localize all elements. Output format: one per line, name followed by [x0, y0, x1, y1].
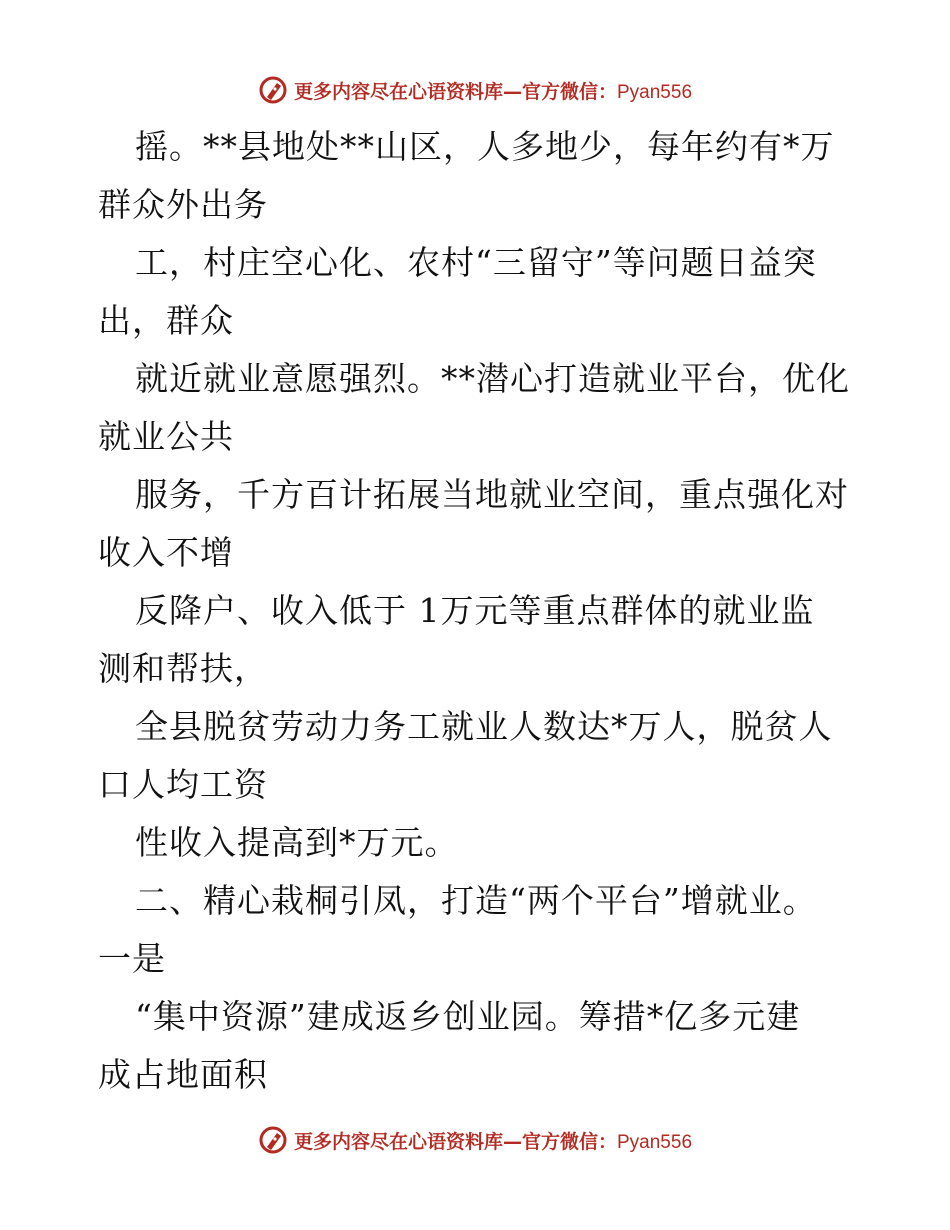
footer-banner: [0, 1120, 950, 1160]
body-line: 成占地面积: [98, 1055, 268, 1094]
header-banner-text: 更多内容尽在心语资料库—官方微信：Pyan556: [293, 80, 693, 103]
body-line: 工，村庄空心化、农村“三留守”等问题日益突: [135, 243, 817, 282]
body-line: 测和帮扶，: [98, 649, 268, 688]
pen-nib-logo-icon: [258, 75, 288, 105]
body-line: 就近就业意愿强烈。**潜心打造就业平台，优化: [135, 359, 850, 398]
body-line: 摇。**县地处**山区，人多地少，每年约有*万: [135, 127, 835, 166]
body-line: 收入不增: [98, 533, 234, 572]
footer-banner-text: 更多内容尽在心语资料库—官方微信：Pyan556: [293, 1130, 693, 1153]
body-line: 就业公共: [98, 417, 234, 456]
body-line: 性收入提高到*万元。: [135, 823, 459, 862]
document-body: [98, 118, 858, 1104]
body-line: 口人均工资: [98, 765, 268, 804]
header-banner: [0, 70, 950, 110]
body-line: 二、精心栽桐引凤，打造“两个平台”增就业。: [135, 881, 817, 920]
body-line: 全县脱贫劳动力务工就业人数达*万人，脱贫人: [135, 707, 833, 746]
body-line: 群众外出务: [98, 185, 268, 224]
footer-wechat-id: Pyan556: [617, 1131, 693, 1153]
body-line: 一是: [98, 939, 166, 978]
header-wechat-id: Pyan556: [617, 81, 693, 103]
body-line: 服务，千方百计拓展当地就业空间，重点强化对: [135, 475, 849, 514]
body-line: 出，群众: [98, 301, 234, 340]
body-line: “集中资源”建成返乡创业园。筹措*亿多元建: [135, 997, 801, 1036]
body-line: 反降户、收入低于 1万元等重点群体的就业监: [135, 591, 815, 630]
pen-nib-logo-icon: [258, 1125, 288, 1155]
